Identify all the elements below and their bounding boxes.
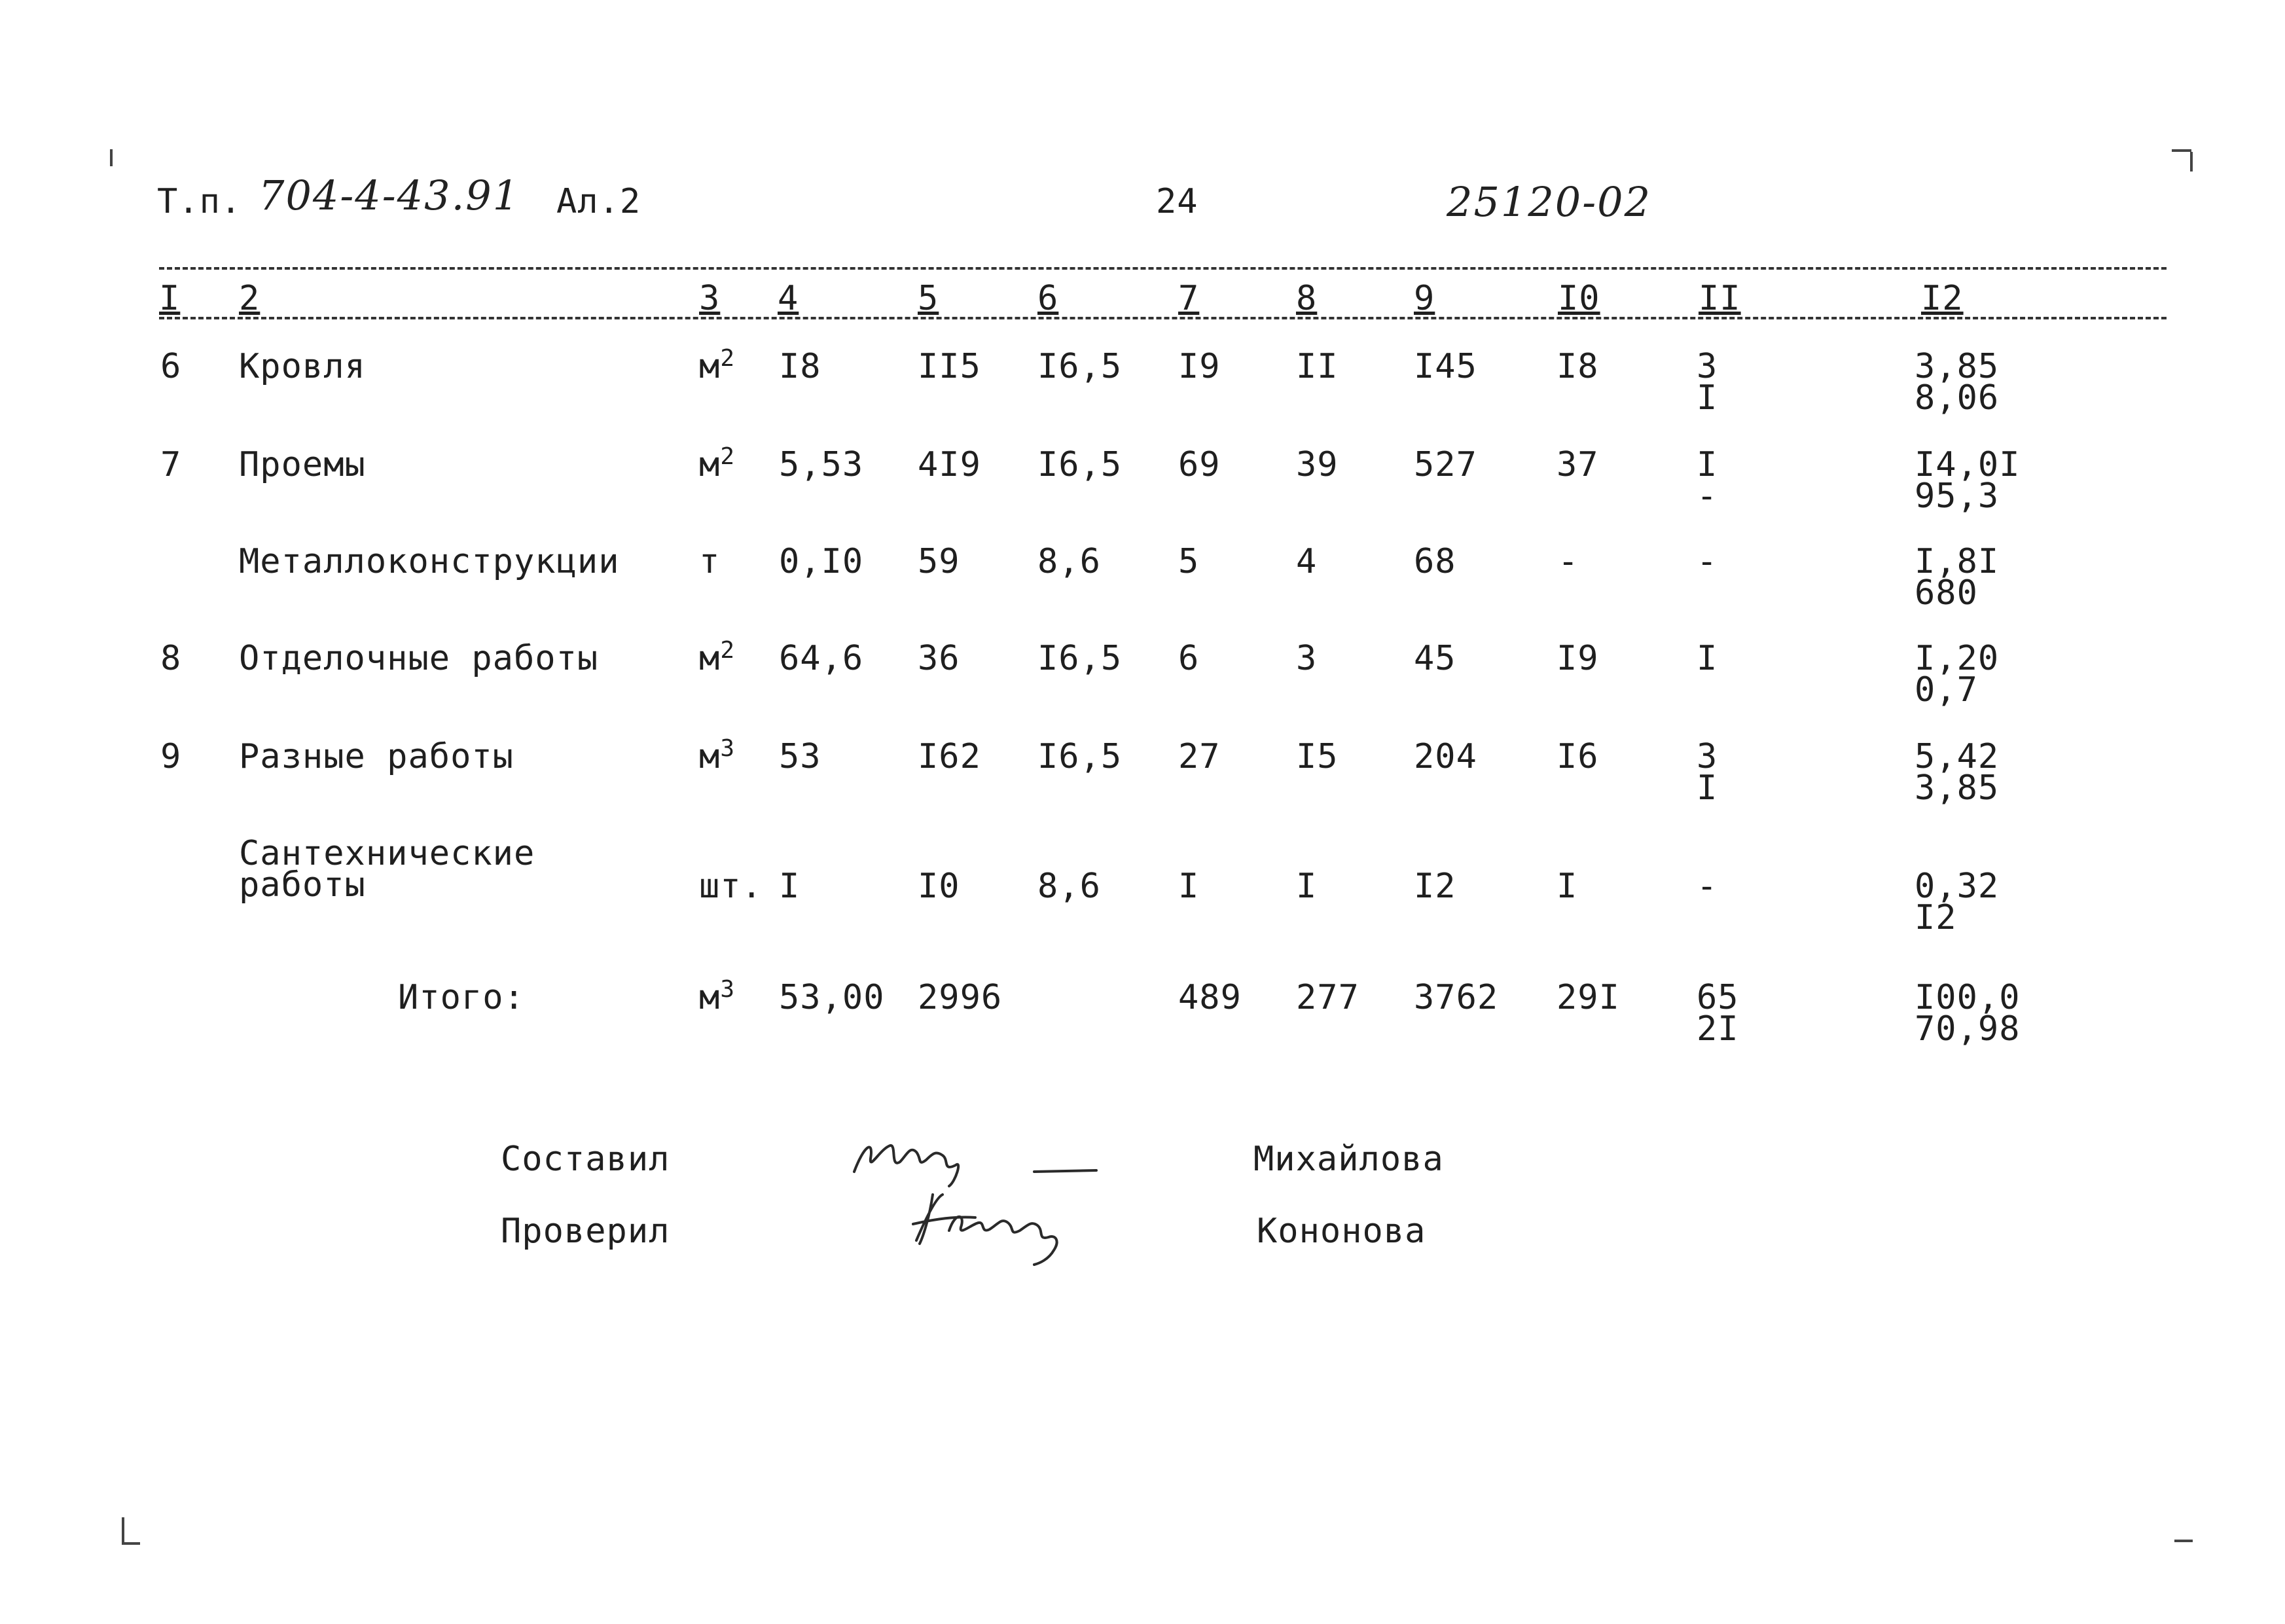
scan-mark-top-right <box>2172 149 2191 152</box>
row-unit: т <box>699 542 721 581</box>
col-header: 4 <box>778 279 799 318</box>
col-header: 3 <box>699 279 721 318</box>
cell-c10: I9 <box>1556 639 1599 678</box>
cell-c12: 3,85 8,06 <box>1915 347 2000 418</box>
total-unit: $м^3$ <box>699 976 735 1017</box>
row-name: Разные работы <box>239 737 514 776</box>
total-c7: 489 <box>1178 978 1242 1017</box>
row-unit: $м^2$ <box>699 637 735 678</box>
cell-c10: I <box>1556 867 1578 906</box>
project-number: 704-4-43.91 <box>259 171 520 219</box>
cell-c12: 0,32 I2 <box>1915 867 2000 937</box>
total-c11: 65 2I <box>1697 978 1739 1049</box>
col-header: 5 <box>918 279 939 318</box>
col-header: 7 <box>1178 279 1200 318</box>
cell-c8: 39 <box>1296 445 1339 484</box>
cell-c10: I8 <box>1556 347 1599 386</box>
col-header: 8 <box>1296 279 1318 318</box>
checked-label: Проверил <box>501 1212 670 1251</box>
col-header: I2 <box>1921 279 1964 318</box>
col-header: II <box>1699 279 1741 318</box>
cell-c9: 204 <box>1414 737 1477 776</box>
row-number: 9 <box>160 737 182 776</box>
cell-c5: 59 <box>918 542 960 581</box>
total-c9: 3762 <box>1414 978 1499 1017</box>
col-header: 2 <box>239 279 261 318</box>
cell-c8: 3 <box>1296 639 1318 678</box>
scan-mark-top-right-v <box>2190 152 2193 171</box>
cell-c11: - <box>1697 542 1718 581</box>
row-unit: шт. <box>699 867 763 906</box>
row-name: Отделочные работы <box>239 639 599 678</box>
cell-c8: I <box>1296 867 1318 906</box>
cell-c4: I8 <box>779 347 821 386</box>
table-header-rule <box>159 317 2167 319</box>
cell-c7: I <box>1178 867 1200 906</box>
cell-c9: 68 <box>1414 542 1456 581</box>
row-number: 8 <box>160 639 182 678</box>
total-c10: 29I <box>1556 978 1620 1017</box>
cell-c8: II <box>1296 347 1339 386</box>
cell-c5: I62 <box>918 737 981 776</box>
compiled-name: Михайлова <box>1253 1140 1444 1179</box>
row-name: Металлоконструкции <box>239 542 620 581</box>
row-number: 6 <box>160 347 182 386</box>
cell-c6: 8,6 <box>1037 542 1101 581</box>
col-header: 9 <box>1414 279 1435 318</box>
cell-c7: 69 <box>1178 445 1221 484</box>
col-header: I <box>159 279 181 318</box>
album-label: Ал.2 <box>556 182 641 221</box>
cell-c6: I6,5 <box>1037 445 1123 484</box>
table-top-rule <box>159 267 2167 270</box>
scan-mark-bottom-left-h <box>122 1542 140 1545</box>
cell-c4: 53 <box>779 737 821 776</box>
total-c4: 53,00 <box>779 978 885 1017</box>
cell-c4: 64,6 <box>779 639 864 678</box>
cell-c6: I6,5 <box>1037 737 1123 776</box>
cell-c11: 3 I <box>1697 347 1718 418</box>
col-header: 6 <box>1037 279 1059 318</box>
row-name: Сантехнические работы <box>239 834 535 905</box>
cell-c5: 4I9 <box>918 445 981 484</box>
cell-c8: 4 <box>1296 542 1318 581</box>
cell-c9: 527 <box>1414 445 1477 484</box>
cell-c5: 36 <box>918 639 960 678</box>
row-unit: $м^2$ <box>699 345 735 386</box>
cell-c5: I0 <box>918 867 960 906</box>
cell-c5: II5 <box>918 347 981 386</box>
cell-c7: I9 <box>1178 347 1221 386</box>
total-c8: 277 <box>1296 978 1359 1017</box>
cell-c6: I6,5 <box>1037 639 1123 678</box>
cell-c9: I2 <box>1414 867 1456 906</box>
cell-c12: I,20 0,7 <box>1915 639 2000 710</box>
cell-c11: 3 I <box>1697 737 1718 808</box>
row-name: Кровля <box>239 347 366 386</box>
total-label: Итого: <box>398 978 525 1017</box>
cell-c11: - <box>1697 867 1718 906</box>
cell-c10: 37 <box>1556 445 1599 484</box>
cell-c7: 5 <box>1178 542 1200 581</box>
cell-c7: 6 <box>1178 639 1200 678</box>
cell-c8: I5 <box>1296 737 1339 776</box>
cell-c10: I6 <box>1556 737 1599 776</box>
cell-c11: I - <box>1697 445 1718 516</box>
page-number: 24 <box>1156 182 1198 221</box>
cell-c12: I4,0I 95,3 <box>1915 445 2021 516</box>
row-number: 7 <box>160 445 182 484</box>
cell-c6: I6,5 <box>1037 347 1123 386</box>
cell-c9: 45 <box>1414 639 1456 678</box>
cell-c9: I45 <box>1414 347 1477 386</box>
row-unit: $м^2$ <box>699 443 735 484</box>
doc-prefix: Т.п. <box>157 182 242 221</box>
col-header: I0 <box>1558 279 1600 318</box>
document-code: 25120-02 <box>1447 178 1652 226</box>
cell-c10: - <box>1558 542 1579 581</box>
total-c12: I00,0 70,98 <box>1915 978 2021 1049</box>
total-c5: 2996 <box>918 978 1003 1017</box>
signature-checked <box>903 1178 1113 1270</box>
scan-mark-top-left <box>110 149 113 166</box>
cell-c4: I <box>779 867 801 906</box>
row-name: Проемы <box>239 445 366 484</box>
scan-mark-bottom-right <box>2174 1540 2193 1542</box>
checked-name: Кононова <box>1257 1212 1426 1251</box>
cell-c11: I <box>1697 639 1718 678</box>
cell-c12: I,8I 680 <box>1915 542 2000 613</box>
scan-mark-bottom-left <box>122 1517 124 1543</box>
cell-c6: 8,6 <box>1037 867 1101 906</box>
cell-c4: 5,53 <box>779 445 864 484</box>
cell-c7: 27 <box>1178 737 1221 776</box>
compiled-label: Составил <box>501 1140 670 1179</box>
cell-c4: 0,I0 <box>779 542 864 581</box>
row-unit: $м^3$ <box>699 735 735 776</box>
cell-c12: 5,42 3,85 <box>1915 737 2000 808</box>
